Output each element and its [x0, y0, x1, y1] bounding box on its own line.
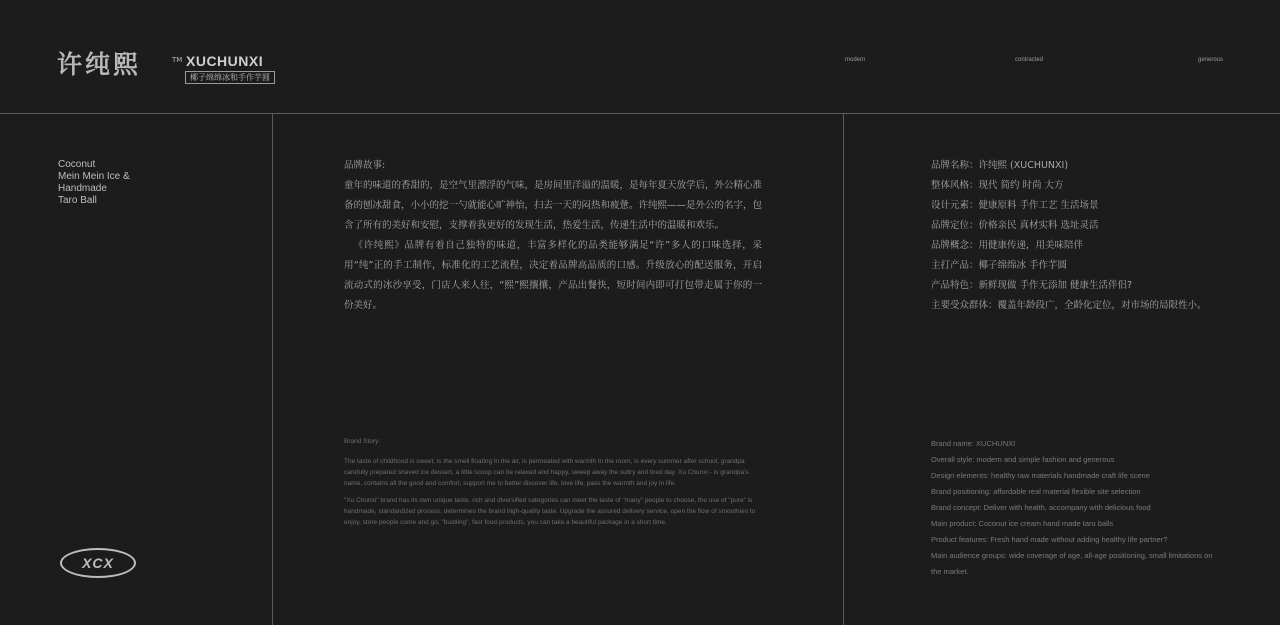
brand-info-chinese — [931, 156, 1231, 316]
info-line: Product features: Fresh hand made without adding healthy life partner? — [931, 535, 1168, 544]
brand-story-english — [344, 436, 762, 534]
info-line: Brand concept: Deliver with health, accompany with delicious food — [931, 503, 1151, 512]
info-line: Brand name: XUCHUNXI — [931, 439, 1016, 448]
info-line: 主要受众群体：覆盖年龄段广，全龄化定位，对市场的局限性小。 — [931, 300, 1207, 311]
story-paragraph: 童年的味道的香甜的，是空气里漂浮的气味，是房间里洋溢的温暖，是每年夏天放学后，外公精心准备的刨冰甜食，小小的挖一勺就能心旷神怡，扫去一天的闷热和疲惫。许纯熙——是外公的名字，包含了所有的美好和安慰，支撑着我更好的发现生活，热爱生活，传递生活中的温暖和欢乐。 — [344, 180, 763, 231]
info-line: 整体风格：现代 简约 时尚 大方 — [931, 180, 1064, 191]
xcx-badge-logo — [60, 548, 136, 578]
info-line: 设计元素：健康原料 手作工艺 生活场景 — [931, 200, 1099, 211]
brand-logo-english: XUCHUNXI — [186, 53, 264, 69]
brand-logo-chinese: 许纯熙 — [57, 50, 142, 79]
story-paragraph: The taste of childhood is sweet, is the smell floating in the air, is permeated with warmth in the room, is every summer after school, grandpa carefully prepared shaved ice dessert, a little scoop can be relaxed and happy, sweep away the sultry and tired day. Xu Chunxi - is grandpa's name, contains all the good and comfort, support me to better discover life, love life, pass the warmth and joy in life. — [344, 458, 749, 487]
info-line: Overall style: modern and simple fashion and generous — [931, 455, 1115, 464]
info-line: 品牌名称：许纯熙 (XUCHUNXI) — [931, 160, 1069, 171]
badge-text: XCX — [82, 555, 114, 571]
product-line: Coconut — [58, 159, 96, 170]
header-divider — [0, 113, 1280, 114]
story-paragraph: 《许纯熙》品牌有着自己独特的味道，丰富多样化的品类能够满足“许”多人的口味选择，采用“纯”正的手工制作，标准化的工艺流程，决定着品牌高品质的口感。升级放心的配送服务，开启流动式的冰沙享受，门店人来人往，“熙”熙攘攘，产品出餐快，短时间内即可打包带走属于你的一份美好。 — [344, 240, 762, 311]
info-line: 产品特色：新鲜现做 手作无添加 健康生活伴侣? — [931, 280, 1133, 291]
info-line: Main audience groups: wide coverage of age, all-age positioning, small limitations on the market. — [931, 551, 1213, 576]
keyword-contracted: contracted — [1015, 57, 1044, 63]
info-line: Brand positioning: affordable real material flexible site selection — [931, 487, 1141, 496]
info-line: 主打产品：椰子绵绵冰 手作芋圆 — [931, 260, 1068, 271]
brand-story-chinese — [344, 156, 762, 316]
brand-logo-subtitle: 椰子绵绵冰和手作芋圆 — [185, 71, 275, 84]
column-divider-right — [843, 113, 844, 625]
info-line: 品牌定位：价格亲民 真材实料 选址灵活 — [931, 220, 1099, 231]
story-title: 品牌故事: — [344, 160, 386, 171]
product-line: Taro Ball — [58, 195, 97, 206]
keyword-modern: modern — [845, 57, 866, 63]
product-line: Handmade — [58, 183, 107, 194]
column-divider-left — [272, 113, 273, 625]
product-name — [58, 159, 130, 207]
product-line: Mein Mein Ice & — [58, 171, 130, 182]
info-line: 品牌概念：用健康传递，用美味陪伴 — [931, 240, 1084, 251]
trademark-mark: TM — [172, 56, 183, 64]
story-paragraph: "Xu Chunxi" brand has its own unique taste, rich and diversified categories can meet the taste of "many" people to choose, the use of "pure" is handmade, standardized process, determines the brand high-quality taste. Upgrade the assured delivery service, open the flow of smoothies to enjoy, store people come and go, "bustling", fast food products, you can take a beautiful package in a short time. — [344, 497, 756, 526]
info-line: Design elements: healthy raw materials handmade craft life scene — [931, 471, 1150, 480]
info-line: Main product: Coconut ice cream hand made taro balls — [931, 519, 1114, 528]
story-title: Brand Story: — [344, 438, 381, 445]
brand-info-english — [931, 436, 1221, 580]
keyword-generous: generous — [1198, 57, 1224, 63]
